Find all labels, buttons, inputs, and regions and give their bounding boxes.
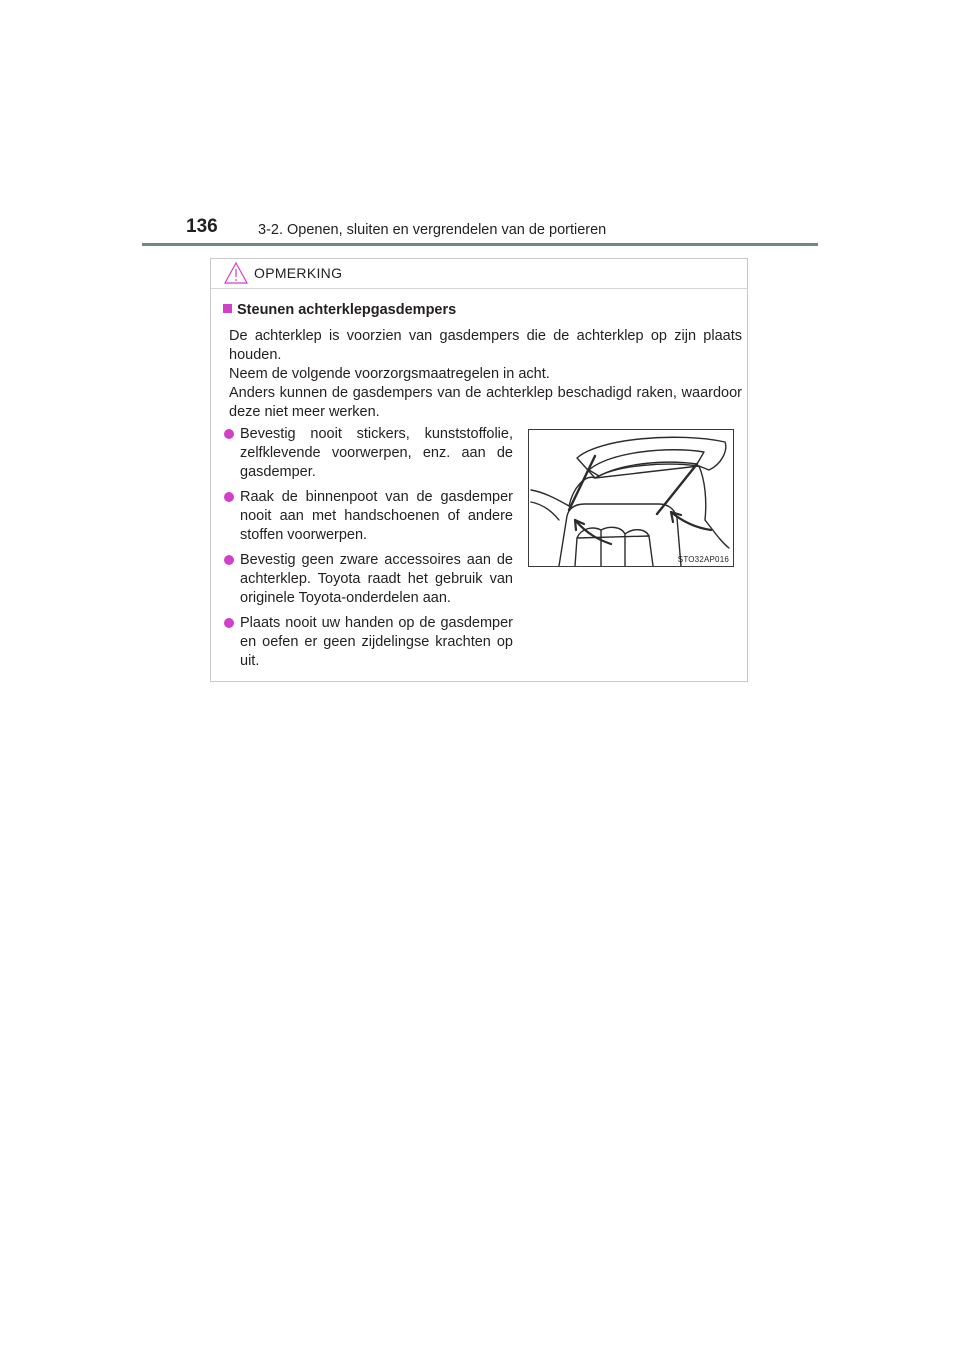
circle-bullet-icon [224,618,234,628]
chapter-title: 3-2. Openen, sluiten en vergrendelen van de portieren [258,222,607,238]
precaution-list [223,425,513,677]
section-title: Steunen achterklepgasdempers [237,302,457,318]
warning-triangle-icon [223,261,249,285]
precautions-line: Neem de volgende voorzorgsmaatregelen in acht. [229,366,550,382]
list-item [223,425,513,482]
list-item-text: Raak de binnenpoot van de gasdemper nooit aan met handschoenen of andere stoffen voorwerpen. [240,489,513,543]
circle-bullet-icon [224,492,234,502]
notice-header [211,259,747,289]
circle-bullet-icon [224,555,234,565]
section-heading [223,302,456,318]
tailgate-drawing [529,430,733,566]
list-item [223,551,513,608]
tailgate-illustration [528,429,734,567]
notice-box [210,258,748,682]
notice-label: OPMERKING [254,265,343,281]
header-divider [142,243,818,246]
circle-bullet-icon [224,429,234,439]
figure-code: STO32AP016 [677,555,729,564]
list-item [223,488,513,545]
list-item-text: Plaats nooit uw handen op de gasdemper en oefen er geen zijdelingse krachten op uit. [240,615,513,669]
list-item-text: Bevestig nooit stickers, kunststoffolie, zelfklevende voorwerpen, enz. aan de gasdemper. [240,426,513,480]
square-bullet-icon [223,304,232,313]
paragraph-precautions [229,365,742,422]
paragraph-intro: De achterklep is voorzien van gasdempers die de achterklep op zijn plaats houden. [229,328,742,363]
list-item-text: Bevestig geen zware accessoires aan de achterklep. Toyota raadt het gebruik van originele Toyota-onderdelen aan. [240,552,513,606]
consequence-line: Anders kunnen de gasdempers van de achterklep beschadigd raken, waardoor deze niet meer werken. [229,385,742,420]
page-number: 136 [186,216,218,237]
list-item [223,614,513,671]
